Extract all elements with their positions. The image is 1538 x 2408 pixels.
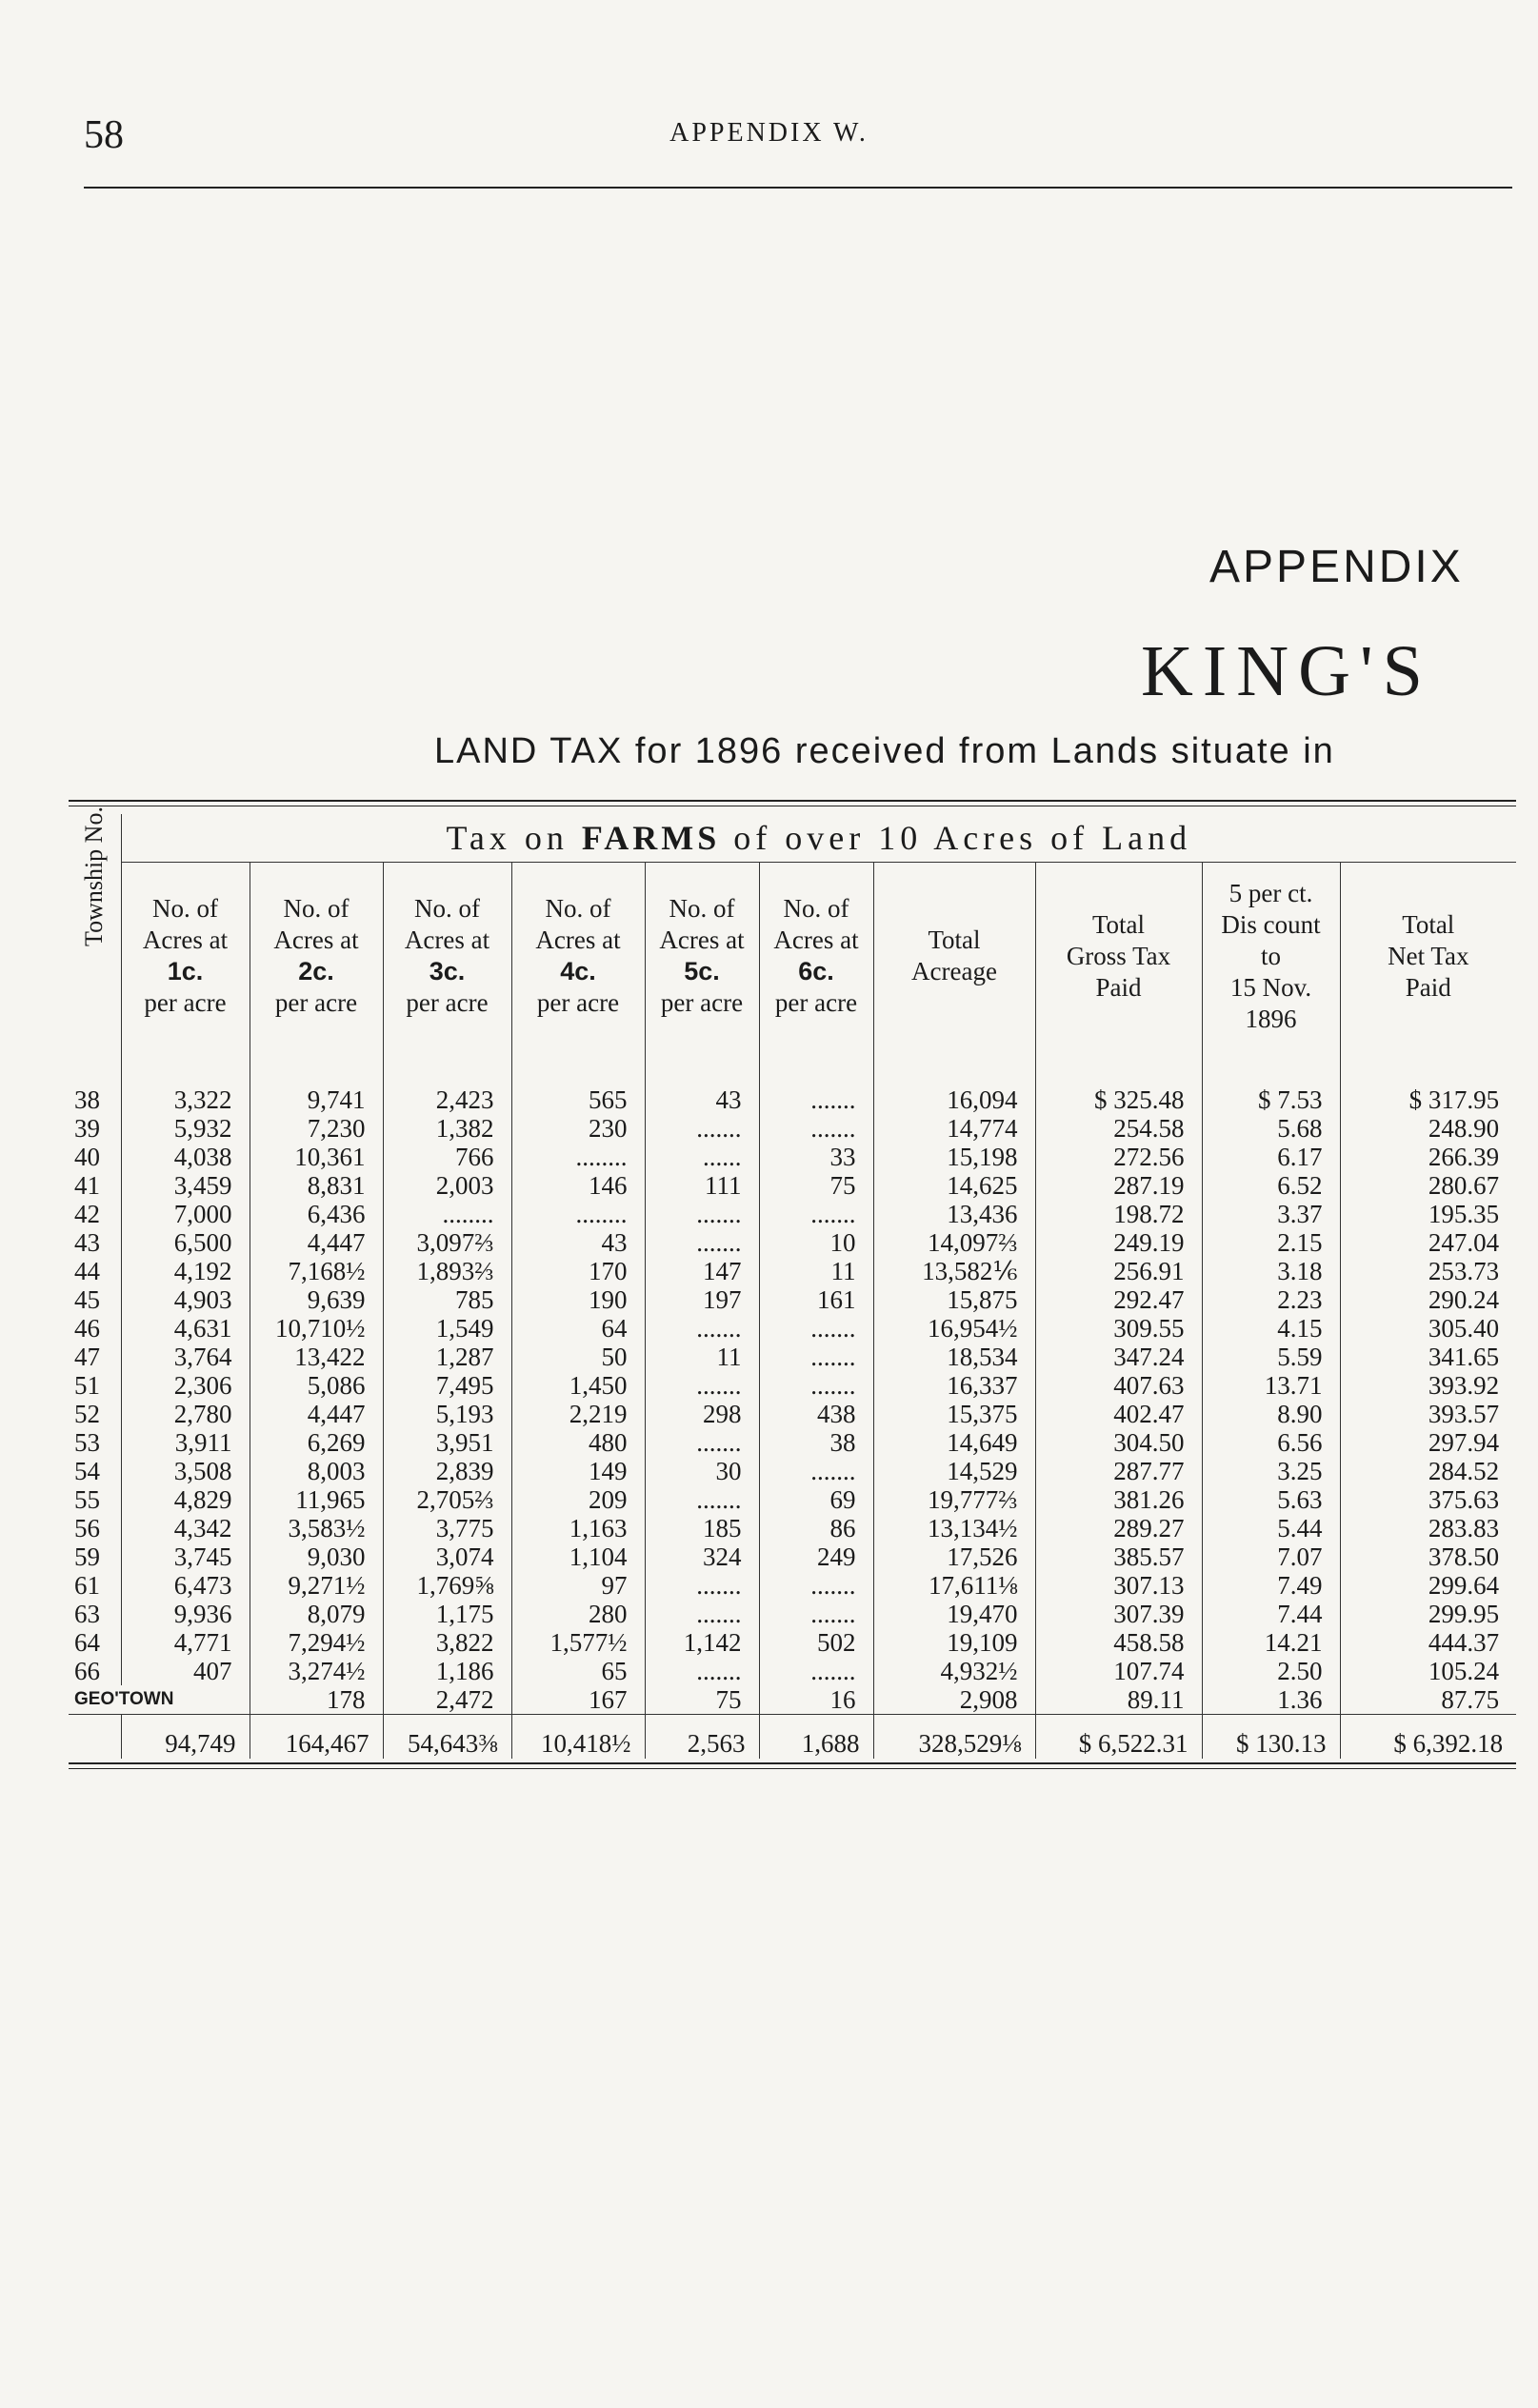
- township-cell: 55: [74, 1485, 100, 1514]
- table-cell: 230: [511, 1114, 645, 1143]
- table-cell: 5,193: [383, 1400, 511, 1428]
- table-cell: .......: [645, 1428, 759, 1457]
- table-cell: 283.83: [1340, 1514, 1516, 1542]
- table-cell: 13.71: [1202, 1371, 1340, 1400]
- table-cell: 14,097⅔: [873, 1228, 1035, 1257]
- table-cell: 3,911: [121, 1428, 250, 1457]
- table-cell: 3.18: [1202, 1257, 1340, 1285]
- table-cell: 1,769⅝: [383, 1571, 511, 1600]
- township-cell: 41: [74, 1171, 100, 1200]
- table-cell: 38: [759, 1428, 873, 1457]
- table-cell: 10,710½: [250, 1314, 383, 1343]
- table-cell: 16,954½: [873, 1314, 1035, 1343]
- table-cell: 4,192: [121, 1257, 250, 1285]
- table-cell: 1,549: [383, 1314, 511, 1343]
- table-cell: 147: [645, 1257, 759, 1285]
- table-cell: .......: [645, 1371, 759, 1400]
- table-cell: $ 317.95: [1340, 1085, 1516, 1114]
- table-cell: 9,741: [250, 1085, 383, 1114]
- table-cell: .......: [759, 1200, 873, 1228]
- table-cell: .......: [759, 1114, 873, 1143]
- township-cell: 53: [74, 1428, 100, 1457]
- table-cell: 16,337: [873, 1371, 1035, 1400]
- table-cell: 1,163: [511, 1514, 645, 1542]
- table-cell: .......: [759, 1571, 873, 1600]
- table-cell: 161: [759, 1285, 873, 1314]
- totals-row: [69, 1715, 1516, 1760]
- table-cell: 307.13: [1035, 1571, 1202, 1600]
- table-cell: 107.74: [1035, 1657, 1202, 1685]
- running-head: APPENDIX W.: [669, 118, 869, 148]
- table-cell: 178: [250, 1685, 383, 1715]
- table-cell: 2,705⅔: [383, 1485, 511, 1514]
- table-cell: 7,294½: [250, 1628, 383, 1657]
- table-cell: 287.19: [1035, 1171, 1202, 1200]
- table-cell: 3,274½: [250, 1657, 383, 1685]
- table-cell: 9,936: [121, 1600, 250, 1628]
- table-cell: .......: [645, 1114, 759, 1143]
- farms-keyword: FARMS: [581, 819, 721, 857]
- township-cell: 61: [74, 1571, 100, 1600]
- table-cell: 4.15: [1202, 1314, 1340, 1343]
- table-cell: 407: [121, 1657, 250, 1685]
- total-cell: $ 6,522.31: [1035, 1715, 1202, 1760]
- table-cell: 297.94: [1340, 1428, 1516, 1457]
- table-cell: 4,771: [121, 1628, 250, 1657]
- table-cell: 2.23: [1202, 1285, 1340, 1314]
- table-cell: 64: [511, 1314, 645, 1343]
- table-cell: 4,447: [250, 1228, 383, 1257]
- table-cell: 8,079: [250, 1600, 383, 1628]
- table-cell: 97: [511, 1571, 645, 1600]
- table-cell: 4,447: [250, 1400, 383, 1428]
- table-cell: 266.39: [1340, 1143, 1516, 1171]
- table-cell: 4,631: [121, 1314, 250, 1343]
- township-cell: 51: [74, 1371, 100, 1400]
- table-row: [69, 1457, 1516, 1485]
- table-cell: 287.77: [1035, 1457, 1202, 1485]
- table-cell: 3,508: [121, 1457, 250, 1485]
- table-cell: 111: [645, 1171, 759, 1200]
- table-cell: 256.91: [1035, 1257, 1202, 1285]
- table-cell: 2.15: [1202, 1228, 1340, 1257]
- table-cell: 7.44: [1202, 1600, 1340, 1628]
- table-cell: 105.24: [1340, 1657, 1516, 1685]
- table-cell: 11: [645, 1343, 759, 1371]
- page-number: 58: [84, 113, 124, 157]
- table-cell: 2,219: [511, 1400, 645, 1428]
- table-cell: 4,932½: [873, 1657, 1035, 1685]
- township-cell: GEO'TOWN: [74, 1689, 174, 1709]
- table-cell: 18,534: [873, 1343, 1035, 1371]
- appendix-label: APPENDIX: [1209, 542, 1464, 592]
- table-cell: 2,423: [383, 1085, 511, 1114]
- table-cell: 3,764: [121, 1343, 250, 1371]
- table-cell: 19,777⅔: [873, 1485, 1035, 1514]
- table-cell: 341.65: [1340, 1343, 1516, 1371]
- table-cell: 4,829: [121, 1485, 250, 1514]
- table-cell: 7.07: [1202, 1542, 1340, 1571]
- table-cell: 13,134½: [873, 1514, 1035, 1542]
- table-cell: 19,109: [873, 1628, 1035, 1657]
- header-rule: [84, 187, 1512, 189]
- table-cell: .......: [759, 1371, 873, 1400]
- table-cell: 197: [645, 1285, 759, 1314]
- table-cell: 6.17: [1202, 1143, 1340, 1171]
- table-cell: 6,436: [250, 1200, 383, 1228]
- township-cell: 39: [74, 1114, 100, 1143]
- acres-rate-column-header: No. of Acres at 1c. per acre: [121, 863, 250, 1050]
- table-cell: .......: [759, 1085, 873, 1114]
- table-cell: 30: [645, 1457, 759, 1485]
- total-cell: 2,563: [645, 1715, 759, 1760]
- table-cell: 3,951: [383, 1428, 511, 1457]
- table-cell: 1,893⅔: [383, 1257, 511, 1285]
- table-cell: 87.75: [1340, 1685, 1516, 1715]
- table-cell: 75: [645, 1685, 759, 1715]
- table-cell: 16: [759, 1685, 873, 1715]
- table-cell: 6.56: [1202, 1428, 1340, 1457]
- township-cell: 42: [74, 1200, 100, 1228]
- table-row: [69, 1228, 1516, 1257]
- table-cell: 8.90: [1202, 1400, 1340, 1428]
- table-cell: 146: [511, 1171, 645, 1200]
- table-cell: 1,577½: [511, 1628, 645, 1657]
- table-cell: 4,038: [121, 1143, 250, 1171]
- table-cell: 5.68: [1202, 1114, 1340, 1143]
- table-cell: 11: [759, 1257, 873, 1285]
- table-cell: 43: [645, 1085, 759, 1114]
- table-cell: 8,831: [250, 1171, 383, 1200]
- table-cell: 378.50: [1340, 1542, 1516, 1571]
- land-tax-table: [69, 806, 1516, 1759]
- table-cell: 185: [645, 1514, 759, 1542]
- table-cell: 248.90: [1340, 1114, 1516, 1143]
- table-cell: 4,903: [121, 1285, 250, 1314]
- table-cell: 43: [511, 1228, 645, 1257]
- total-cell: 328,529⅛: [873, 1715, 1035, 1760]
- table-cell: 458.58: [1035, 1628, 1202, 1657]
- table-row: [69, 1285, 1516, 1314]
- table-cell: .......: [645, 1228, 759, 1257]
- section-title: KING'S: [1141, 631, 1432, 711]
- table-top-rule: [69, 800, 1516, 802]
- table-row: [69, 1200, 1516, 1228]
- table-cell: 324: [645, 1542, 759, 1571]
- table-cell: 347.24: [1035, 1343, 1202, 1371]
- acres-rate-column-header: No. of Acres at 5c. per acre: [645, 863, 759, 1050]
- township-cell: 66: [74, 1657, 100, 1685]
- table-cell: 438: [759, 1400, 873, 1428]
- table-cell: 381.26: [1035, 1485, 1202, 1514]
- table-cell: 3.37: [1202, 1200, 1340, 1228]
- table-cell: 149: [511, 1457, 645, 1485]
- township-cell: 56: [74, 1514, 100, 1542]
- table-cell: 8,003: [250, 1457, 383, 1485]
- table-cell: 14,625: [873, 1171, 1035, 1200]
- table-cell: 393.57: [1340, 1400, 1516, 1428]
- table-row: [69, 1542, 1516, 1571]
- table-cell: 298: [645, 1400, 759, 1428]
- table-cell: .......: [645, 1600, 759, 1628]
- acres-rate-column-header: No. of Acres at 3c. per acre: [383, 863, 511, 1050]
- total-cell: $ 6,392.18: [1340, 1715, 1516, 1760]
- table-cell: 170: [511, 1257, 645, 1285]
- table-row: [69, 1571, 1516, 1600]
- table-cell: 13,582⅙: [873, 1257, 1035, 1285]
- table-cell: 14,529: [873, 1457, 1035, 1485]
- table-cell: 1,104: [511, 1542, 645, 1571]
- table-cell: 4,342: [121, 1514, 250, 1542]
- table-row: [69, 1514, 1516, 1542]
- table-cell: 7,000: [121, 1200, 250, 1228]
- table-cell: 3,459: [121, 1171, 250, 1200]
- table-cell: 280.67: [1340, 1171, 1516, 1200]
- township-cell: 44: [74, 1257, 100, 1285]
- table-cell: 2,780: [121, 1400, 250, 1428]
- table-cell: .......: [759, 1314, 873, 1343]
- township-column-header: Township No.: [80, 806, 109, 946]
- total-cell: [69, 1715, 121, 1760]
- table-cell: 195.35: [1340, 1200, 1516, 1228]
- table-row: [69, 1343, 1516, 1371]
- table-cell: .......: [645, 1314, 759, 1343]
- table-row: [69, 1085, 1516, 1114]
- table-cell: 9,639: [250, 1285, 383, 1314]
- table-cell: 14,774: [873, 1114, 1035, 1143]
- table-cell: 10,361: [250, 1143, 383, 1171]
- table-cell: 249: [759, 1542, 873, 1571]
- table-cell: .......: [759, 1657, 873, 1685]
- table-cell: 1.36: [1202, 1685, 1340, 1715]
- table-cell: 253.73: [1340, 1257, 1516, 1285]
- group-header: Tax on FARMS of over 10 Acres of Land: [121, 814, 1516, 863]
- table-cell: 7.49: [1202, 1571, 1340, 1600]
- total-cell: 1,688: [759, 1715, 873, 1760]
- township-cell: 38: [74, 1085, 100, 1114]
- table-cell: 7,495: [383, 1371, 511, 1400]
- table-cell: 89.11: [1035, 1685, 1202, 1715]
- table-row: [69, 1371, 1516, 1400]
- table-cell: 3,583½: [250, 1514, 383, 1542]
- table-row: [69, 1114, 1516, 1143]
- table-cell: 3,074: [383, 1542, 511, 1571]
- table-cell: 9,271½: [250, 1571, 383, 1600]
- table-cell: 3,745: [121, 1542, 250, 1571]
- table-cell: 5.63: [1202, 1485, 1340, 1514]
- township-cell: 40: [74, 1143, 100, 1171]
- table-cell: 249.19: [1035, 1228, 1202, 1257]
- table-cell: 2,472: [383, 1685, 511, 1715]
- table-cell: .......: [645, 1571, 759, 1600]
- table-cell: 75: [759, 1171, 873, 1200]
- table-cell: 1,175: [383, 1600, 511, 1628]
- table-cell: 3,322: [121, 1085, 250, 1114]
- table-cell: 7,230: [250, 1114, 383, 1143]
- table-cell: 19,470: [873, 1600, 1035, 1628]
- table-cell: ........: [383, 1200, 511, 1228]
- table-cell: 280: [511, 1600, 645, 1628]
- table-cell: 15,198: [873, 1143, 1035, 1171]
- table-cell: 9,030: [250, 1542, 383, 1571]
- table-cell: 1,287: [383, 1343, 511, 1371]
- table-cell: 766: [383, 1143, 511, 1171]
- table-cell: 247.04: [1340, 1228, 1516, 1257]
- township-cell: 54: [74, 1457, 100, 1485]
- table-cell: 309.55: [1035, 1314, 1202, 1343]
- table-cell: 209: [511, 1485, 645, 1514]
- table-row: [69, 1143, 1516, 1171]
- table-bottom-rule-thin: [69, 1768, 1516, 1769]
- township-cell: 45: [74, 1285, 100, 1314]
- table-cell: 69: [759, 1485, 873, 1514]
- table-cell: .......: [759, 1343, 873, 1371]
- table-cell: 480: [511, 1428, 645, 1457]
- table-cell: 407.63: [1035, 1371, 1202, 1400]
- table-bottom-rule: [69, 1762, 1516, 1764]
- table-cell: 16,094: [873, 1085, 1035, 1114]
- table-cell: 167: [511, 1685, 645, 1715]
- township-cell: 64: [74, 1628, 100, 1657]
- table-cell: 1,142: [645, 1628, 759, 1657]
- table-cell: 254.58: [1035, 1114, 1202, 1143]
- table-row: [69, 1314, 1516, 1343]
- table-cell: 15,375: [873, 1400, 1035, 1428]
- net-tax-column-header: Total Net Tax Paid: [1340, 863, 1516, 1050]
- table-cell: .......: [759, 1600, 873, 1628]
- table-cell: 299.95: [1340, 1600, 1516, 1628]
- table-cell: 15,875: [873, 1285, 1035, 1314]
- table-cell: 11,965: [250, 1485, 383, 1514]
- table-row: [69, 1400, 1516, 1428]
- table-cell: .......: [759, 1457, 873, 1485]
- gross-tax-column-header: Total Gross Tax Paid: [1035, 863, 1202, 1050]
- table-cell: 2,908: [873, 1685, 1035, 1715]
- table-cell: 284.52: [1340, 1457, 1516, 1485]
- table-cell: 17,611⅛: [873, 1571, 1035, 1600]
- table-row: [69, 1257, 1516, 1285]
- table-cell: 385.57: [1035, 1542, 1202, 1571]
- table-cell: 14.21: [1202, 1628, 1340, 1657]
- township-cell: 63: [74, 1600, 100, 1628]
- table-cell: 3,097⅔: [383, 1228, 511, 1257]
- table-cell: 33: [759, 1143, 873, 1171]
- table-cell: 299.64: [1340, 1571, 1516, 1600]
- table-cell: 6.52: [1202, 1171, 1340, 1200]
- table-cell: 304.50: [1035, 1428, 1202, 1457]
- table-cell: 305.40: [1340, 1314, 1516, 1343]
- table-cell: 290.24: [1340, 1285, 1516, 1314]
- township-cell: 52: [74, 1400, 100, 1428]
- table-cell: ........: [511, 1143, 645, 1171]
- table-cell: 375.63: [1340, 1485, 1516, 1514]
- table-cell: 5,932: [121, 1114, 250, 1143]
- township-cell: 47: [74, 1343, 100, 1371]
- table-cell: 13,422: [250, 1343, 383, 1371]
- total-acreage-column-header: Total Acreage: [873, 863, 1035, 1050]
- table-cell: ......: [645, 1143, 759, 1171]
- table-cell: 2.50: [1202, 1657, 1340, 1685]
- table-cell: 5.59: [1202, 1343, 1340, 1371]
- total-cell: 10,418½: [511, 1715, 645, 1760]
- total-cell: 54,643⅜: [383, 1715, 511, 1760]
- table-cell: 10: [759, 1228, 873, 1257]
- table-row: [69, 1428, 1516, 1457]
- table-cell: 1,382: [383, 1114, 511, 1143]
- table-cell: 565: [511, 1085, 645, 1114]
- table-cell: 65: [511, 1657, 645, 1685]
- table-row: [69, 1171, 1516, 1200]
- table-cell: 292.47: [1035, 1285, 1202, 1314]
- table-cell: 3,775: [383, 1514, 511, 1542]
- discount-column-header: 5 per ct. Dis count to 15 Nov. 1896: [1202, 863, 1340, 1050]
- table-cell: $ 7.53: [1202, 1085, 1340, 1114]
- total-cell: 164,467: [250, 1715, 383, 1760]
- table-cell: 289.27: [1035, 1514, 1202, 1542]
- table-cell: 86: [759, 1514, 873, 1542]
- table-cell: 272.56: [1035, 1143, 1202, 1171]
- table-cell: 17,526: [873, 1542, 1035, 1571]
- acres-rate-column-header: No. of Acres at 2c. per acre: [250, 863, 383, 1050]
- table-cell: 7,168½: [250, 1257, 383, 1285]
- table-row: [69, 1628, 1516, 1657]
- acres-rate-column-header: No. of Acres at 4c. per acre: [511, 863, 645, 1050]
- table-cell: 6,269: [250, 1428, 383, 1457]
- table-cell: 393.92: [1340, 1371, 1516, 1400]
- table-cell: 190: [511, 1285, 645, 1314]
- table-cell: ........: [511, 1200, 645, 1228]
- table-cell: 6,473: [121, 1571, 250, 1600]
- table-cell: 6,500: [121, 1228, 250, 1257]
- table-cell: 3.25: [1202, 1457, 1340, 1485]
- table-cell: 2,306: [121, 1371, 250, 1400]
- table-cell: 1,450: [511, 1371, 645, 1400]
- table-cell: 5,086: [250, 1371, 383, 1400]
- table-cell: .......: [645, 1485, 759, 1514]
- table-cell: 785: [383, 1285, 511, 1314]
- table-cell: 502: [759, 1628, 873, 1657]
- table-cell: 1,186: [383, 1657, 511, 1685]
- table-row: [69, 1657, 1516, 1685]
- table-cell: 50: [511, 1343, 645, 1371]
- table-cell: .......: [645, 1200, 759, 1228]
- table-cell: 14,649: [873, 1428, 1035, 1457]
- table-row: [69, 1485, 1516, 1514]
- table-cell: 198.72: [1035, 1200, 1202, 1228]
- acres-rate-column-header: No. of Acres at 6c. per acre: [759, 863, 873, 1050]
- table-cell: 444.37: [1340, 1628, 1516, 1657]
- table-cell: 2,003: [383, 1171, 511, 1200]
- total-cell: $ 130.13: [1202, 1715, 1340, 1760]
- table-row: [69, 1600, 1516, 1628]
- table-cell: 2,839: [383, 1457, 511, 1485]
- table-caption: LAND TAX for 1896 received from Lands situate in: [434, 731, 1335, 771]
- table-cell: 3,822: [383, 1628, 511, 1657]
- table-cell: 5.44: [1202, 1514, 1340, 1542]
- township-cell: 59: [74, 1542, 100, 1571]
- table-cell: 13,436: [873, 1200, 1035, 1228]
- table-cell: $ 325.48: [1035, 1085, 1202, 1114]
- table-cell: 307.39: [1035, 1600, 1202, 1628]
- township-cell: 43: [74, 1228, 100, 1257]
- table-cell: .......: [645, 1657, 759, 1685]
- table-cell: 402.47: [1035, 1400, 1202, 1428]
- township-cell: 46: [74, 1314, 100, 1343]
- table-row: [69, 1685, 1516, 1715]
- total-cell: 94,749: [121, 1715, 250, 1760]
